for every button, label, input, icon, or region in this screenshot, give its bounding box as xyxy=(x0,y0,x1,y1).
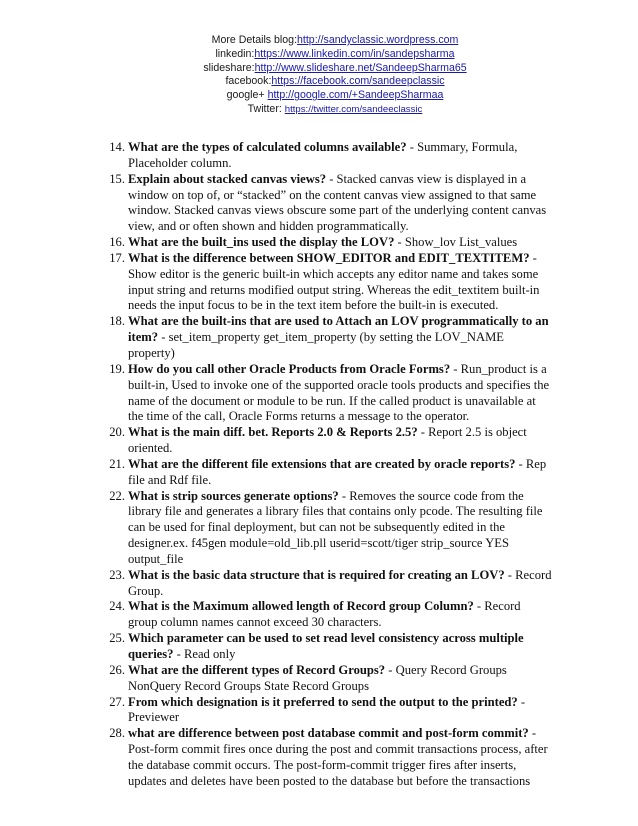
answer-text: - Record group column names cannot exceed 30 characters. xyxy=(128,599,521,630)
blog-link[interactable]: http://sandyclassic.wordpress.com xyxy=(297,34,459,46)
answer-text: - Report 2.5 is object oriented. xyxy=(128,425,527,456)
question-text: Explain about stacked canvas views? xyxy=(128,171,327,186)
item-number: 14. xyxy=(109,140,125,154)
list-item xyxy=(93,726,553,789)
answer-text: - set_item_property get_item_property (by setting the LOV_NAME property) xyxy=(128,330,504,360)
item-number: 24. xyxy=(109,599,125,614)
item-number: 28. xyxy=(109,726,125,741)
item-number: 23. xyxy=(109,567,125,582)
linkedin-label: linkedin: xyxy=(215,47,255,60)
question-text: From which designation is it preferred to send the output to the printed? xyxy=(128,694,518,709)
list-item xyxy=(93,251,553,314)
question-text: What is the Maximum allowed length of Record group Column? xyxy=(128,599,474,614)
question-text: Which parameter can be used to set read level consistency across multiple queries? xyxy=(128,631,524,661)
facebook-link[interactable]: https://facebook.com/sandeepclassic xyxy=(271,75,445,88)
answer-text: - Run_product is a built-in, Used to invoke one of the supported oracle tools products and specifies the name of the document or module to be run. If the called product is unavailable at the time of the call, Oracle Forms returns a message to the operator. xyxy=(128,361,550,424)
slideshare-link[interactable]: http://www.slideshare.net/SandeepSharma65 xyxy=(254,61,467,74)
question-text: How do you call other Oracle Products from Oracle Forms? xyxy=(128,361,451,376)
contact-header xyxy=(150,34,520,117)
answer-text: - Stacked canvas view is displayed in a window on top of, or “stacked” on the content canvas view assigned to that same window. Stacked canvas views obscure some part of the underlying content canvas view, and or often shown and hidden programmatically. xyxy=(128,171,547,234)
slideshare-label: slideshare: xyxy=(203,61,255,74)
question-text: What are the built-ins that are used to Attach an LOV programmatically to an item? xyxy=(128,314,549,345)
item-number: 20. xyxy=(109,425,125,440)
twitter-link[interactable]: https://twitter.com/sandeeclassic xyxy=(284,103,423,115)
list-item xyxy=(93,140,553,172)
list-item xyxy=(93,172,553,235)
question-text: What are the types of calculated columns available? xyxy=(128,140,407,154)
google-label: google+ xyxy=(226,89,268,102)
item-number: 21. xyxy=(109,456,125,471)
answer-text: - Query Record Groups NonQuery Record Groups State Record Groups xyxy=(128,662,507,693)
answer-text: - Show_lov List_values xyxy=(394,235,518,250)
list-item xyxy=(93,631,553,663)
item-number: 27. xyxy=(109,694,125,709)
question-text: what are difference between post database commit and post-form commit? xyxy=(128,726,529,741)
item-number: 16. xyxy=(109,235,125,250)
answer-text: - Post-form commit fires once during the post and commit transactions process, after the database commit occurs. The post-form-commit trigger fires after inserts, updates and deletes have been posted to the database but before the transactions xyxy=(128,726,548,788)
list-item xyxy=(93,663,553,695)
facebook-label: facebook: xyxy=(225,75,272,88)
answer-text: - Removes the source code from the library file and generates a library files that contains only pcode. The resulting file can be used for final deployment, but can not be subsequently edited in the designer.ex. f45gen module=old_lib.pll userid=scott/tiger strip_source YES output_file xyxy=(128,488,543,566)
list-item xyxy=(93,695,553,727)
item-number: 17. xyxy=(109,250,125,265)
blog-label: More Details blog: xyxy=(211,34,298,46)
question-text: What is the basic data structure that is required for creating an LOV? xyxy=(128,567,505,582)
answer-text: - Read only xyxy=(173,647,236,661)
twitter-line xyxy=(150,103,520,117)
item-number: 22. xyxy=(109,488,125,503)
answer-text: - Previewer xyxy=(128,694,526,725)
answer-text: - Rep file and Rdf file. xyxy=(128,456,547,487)
answer-text: - Record Group. xyxy=(128,567,552,598)
list-item xyxy=(93,362,553,425)
linkedin-link[interactable]: https://www.linkedin.com/in/sandepsharma xyxy=(254,47,455,60)
list-item xyxy=(93,314,553,362)
question-text: What is the difference between SHOW_EDITOR and EDIT_TEXTITEM? xyxy=(128,250,530,265)
twitter-label: Twitter: xyxy=(247,102,285,115)
list-item xyxy=(93,568,553,600)
google-line xyxy=(150,89,520,103)
list-item xyxy=(93,235,553,251)
list-item xyxy=(93,599,553,631)
item-number: 26. xyxy=(109,662,125,677)
question-text: What are the built_ins used the display the LOV? xyxy=(128,235,395,250)
list-item xyxy=(93,489,553,568)
answer-text: - Summary, Formula, Placeholder column. xyxy=(128,140,518,170)
blog-line xyxy=(150,34,520,48)
answer-text: - Show editor is the generic built-in which accepts any editor name and takes some input string and returns modified output string. Whereas the edit_textitem built-in needs the input focus to be in the text item before the built-in is executed. xyxy=(128,250,540,313)
item-number: 25. xyxy=(109,631,125,646)
question-text: What is strip sources generate options? xyxy=(128,488,339,503)
list-item xyxy=(93,425,553,457)
question-list xyxy=(93,140,553,790)
list-item xyxy=(93,457,553,489)
item-number: 19. xyxy=(109,361,125,376)
slideshare-line xyxy=(150,62,520,76)
question-text: What are the different file extensions that are created by oracle reports? xyxy=(128,456,516,471)
google-link[interactable]: http://google.com/+SandeepSharmaa xyxy=(267,89,444,102)
linkedin-line xyxy=(150,48,520,62)
question-text: What is the main diff. bet. Reports 2.0 & Reports 2.5? xyxy=(128,425,418,440)
facebook-line xyxy=(150,75,520,89)
item-number: 18. xyxy=(109,314,125,329)
question-text: What are the different types of Record Groups? xyxy=(128,662,386,677)
item-number: 15. xyxy=(109,171,125,186)
